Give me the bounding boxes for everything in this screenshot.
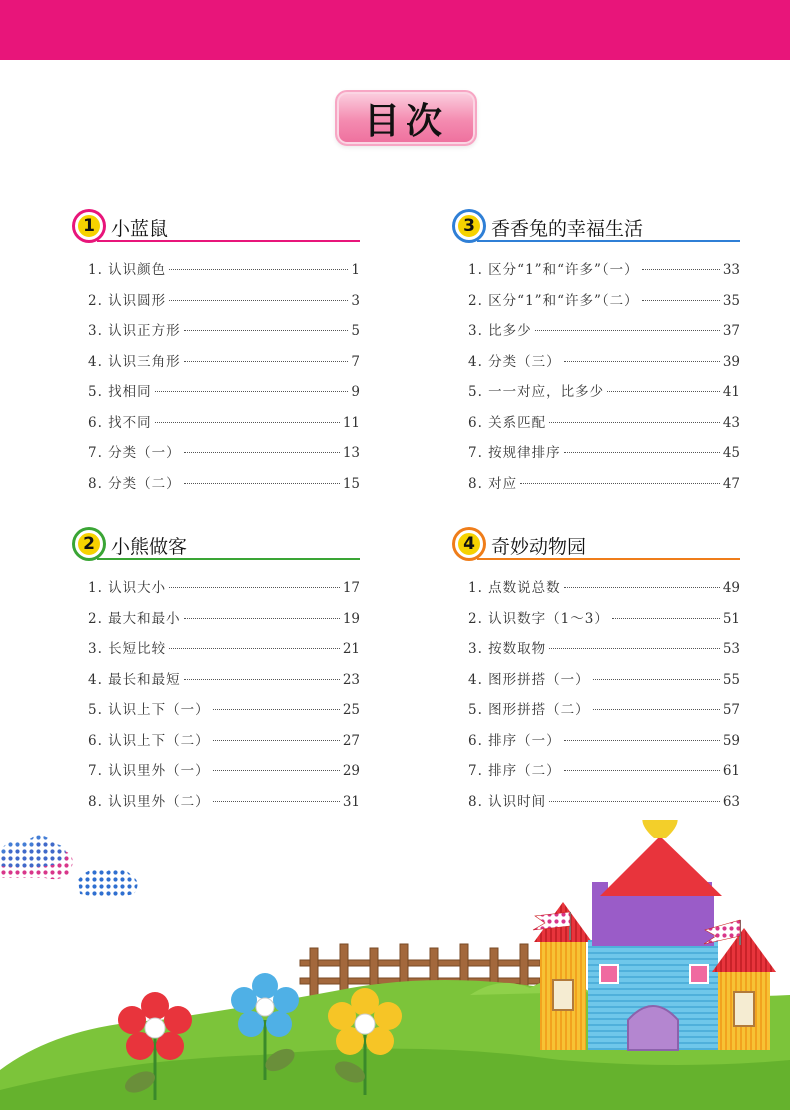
toc-entry-label: 1. 认识颜色 (88, 262, 167, 278)
toc-entry[interactable] (455, 441, 740, 472)
toc-entry-page: 41 (722, 384, 740, 400)
toc-entry-page: 13 (342, 445, 360, 461)
toc-entry[interactable] (455, 380, 740, 411)
toc-entry-label: 6. 排序（一） (468, 732, 561, 749)
dot-leader (169, 300, 348, 301)
toc-entry-label: 2. 区分“1”和“许多”（二） (468, 292, 639, 309)
toc-entry-page: 23 (342, 671, 360, 688)
toc-entry-page: 49 (722, 580, 740, 596)
top-color-band (0, 0, 790, 60)
toc-entry[interactable] (455, 637, 740, 668)
toc-entry[interactable] (455, 289, 740, 320)
toc-entry-page: 17 (342, 580, 360, 596)
toc-entry-label: 4. 认识三角形 (88, 353, 181, 370)
toc-entry-label: 7. 分类（一） (88, 445, 181, 461)
dot-leader (564, 587, 720, 588)
toc-entry[interactable] (75, 411, 360, 442)
toc-entry[interactable] (75, 698, 360, 729)
dot-leader (184, 452, 340, 453)
toc-entry[interactable] (75, 289, 360, 320)
toc-entry-label: 5. 一一对应，比多少 (468, 384, 605, 400)
toc-entry[interactable] (75, 472, 360, 503)
toc-entry[interactable] (75, 350, 360, 381)
dot-leader (612, 618, 720, 619)
toc-entry[interactable] (455, 759, 740, 790)
toc-entry-label: 5. 找相同 (88, 384, 152, 400)
toc-entry-page: 25 (342, 702, 360, 718)
section-title: 香香兔的幸福生活 (491, 218, 644, 240)
dot-leader (642, 300, 720, 301)
dot-leader (213, 770, 340, 771)
dot-leader (564, 452, 720, 453)
toc-entry-page: 45 (722, 445, 740, 461)
dot-leader (184, 330, 349, 331)
toc-entry-page: 21 (342, 641, 360, 657)
toc-entry-page: 39 (722, 353, 740, 370)
toc-entry-page: 15 (342, 475, 360, 492)
dot-leader (607, 391, 720, 392)
toc-entry[interactable] (455, 411, 740, 442)
toc-entry-page: 35 (722, 292, 740, 309)
toc-entry-label: 8. 认识里外（二） (88, 793, 210, 810)
dot-leader (549, 648, 720, 649)
dot-leader (155, 391, 349, 392)
dot-leader (184, 618, 340, 619)
toc-entry[interactable] (455, 790, 740, 821)
section-3 (455, 210, 740, 502)
toc-entry[interactable] (455, 319, 740, 350)
toc-entry[interactable] (455, 729, 740, 760)
dotted-cloud-icon (0, 835, 66, 867)
toc-entry-label: 8. 认识时间 (468, 793, 547, 810)
dot-leader (213, 740, 340, 741)
dot-leader (593, 679, 720, 680)
toc-entry-page: 53 (722, 641, 740, 657)
section-4 (455, 528, 740, 820)
toc-entry-label: 2. 认识圆形 (88, 292, 167, 309)
section-title: 奇妙动物园 (491, 536, 587, 558)
toc-list (455, 576, 740, 820)
toc-entry[interactable] (455, 472, 740, 503)
toc-entry-label: 1. 区分“1”和“许多”（一） (468, 262, 639, 278)
dot-leader (549, 801, 720, 802)
dot-leader (642, 269, 720, 270)
dot-leader (169, 269, 348, 270)
dot-leader (564, 770, 720, 771)
toc-entry[interactable] (75, 258, 360, 289)
toc-entry[interactable] (75, 441, 360, 472)
section-number-badge: 4 (455, 530, 483, 558)
toc-entry[interactable] (455, 350, 740, 381)
toc-entry-page: 63 (722, 793, 740, 810)
section-title: 小熊做客 (111, 536, 188, 558)
toc-entry-label: 6. 找不同 (88, 414, 152, 431)
toc-entry-page: 7 (351, 353, 360, 370)
section-number-badge: 1 (75, 212, 103, 240)
castle-icon (533, 820, 776, 1050)
toc-entry-page: 9 (351, 384, 360, 400)
toc-entry[interactable] (75, 759, 360, 790)
toc-entry[interactable] (75, 319, 360, 350)
toc-entry-label: 2. 最大和最小 (88, 610, 181, 627)
dot-leader (155, 422, 340, 423)
section-title: 小蓝鼠 (111, 218, 169, 240)
dot-leader (549, 422, 720, 423)
section-header (455, 210, 740, 244)
dot-leader (213, 801, 340, 802)
toc-entry-label: 7. 排序（二） (468, 763, 561, 779)
toc-entry-label: 4. 分类（三） (468, 353, 561, 370)
dot-leader (520, 483, 720, 484)
toc-entry-page: 19 (342, 610, 360, 627)
dotted-cloud-icon (78, 868, 138, 897)
toc-list (75, 576, 360, 820)
toc-entry-page: 1 (351, 262, 360, 278)
dot-leader (564, 740, 720, 741)
toc-entry-page: 11 (342, 414, 360, 431)
toc-list (455, 258, 740, 502)
toc-entry-label: 6. 认识上下（二） (88, 732, 210, 749)
toc-entry[interactable] (75, 576, 360, 607)
toc-entry[interactable] (455, 698, 740, 729)
toc-entry[interactable] (75, 790, 360, 821)
section-header (75, 528, 360, 562)
section-number-badge: 3 (455, 212, 483, 240)
dot-leader (184, 361, 349, 362)
garden-castle-illustration (0, 820, 790, 1110)
toc-entry-page: 37 (722, 323, 740, 339)
toc-entry-label: 3. 按数取物 (468, 641, 547, 657)
toc-entry-label: 5. 认识上下（一） (88, 702, 210, 718)
toc-entry-label: 4. 最长和最短 (88, 671, 181, 688)
toc-entry[interactable] (455, 607, 740, 638)
toc-entry-page: 47 (722, 475, 740, 492)
section-header (75, 210, 360, 244)
toc-entry-page: 55 (722, 671, 740, 688)
toc-entry-page: 5 (351, 323, 360, 339)
toc-entry-label: 1. 认识大小 (88, 580, 167, 596)
toc-entry-label: 5. 图形拼搭（二） (468, 702, 590, 718)
toc-entry[interactable] (75, 607, 360, 638)
toc-entry-label: 6. 关系匹配 (468, 414, 547, 431)
page-title-badge (335, 90, 477, 146)
toc-entry[interactable] (455, 668, 740, 699)
toc-entry-label: 8. 对应 (468, 475, 518, 492)
dot-leader (213, 709, 340, 710)
toc-list (75, 258, 360, 502)
toc-entry-page: 27 (342, 732, 360, 749)
toc-entry[interactable] (455, 576, 740, 607)
toc-entry-page: 33 (722, 262, 740, 278)
dot-leader (169, 587, 340, 588)
toc-entry-label: 7. 按规律排序 (468, 445, 561, 461)
toc-entry-page: 29 (342, 763, 360, 779)
section-1 (75, 210, 360, 502)
toc-entry-label: 7. 认识里外（一） (88, 763, 210, 779)
toc-entry-label: 1. 点数说总数 (468, 580, 561, 596)
section-header (455, 528, 740, 562)
toc-entry-label: 4. 图形拼搭（一） (468, 671, 590, 688)
toc-entry-page: 59 (722, 732, 740, 749)
heart-icon (642, 820, 677, 838)
toc-entry[interactable] (455, 258, 740, 289)
toc-entry-page: 51 (722, 610, 740, 627)
toc-entry-label: 3. 比多少 (468, 323, 532, 339)
page-title: 目次 (363, 100, 448, 142)
dot-leader (593, 709, 720, 710)
toc-entry-page: 31 (342, 793, 360, 810)
dot-leader (184, 679, 340, 680)
toc-entry[interactable] (75, 380, 360, 411)
toc-entry-label: 2. 认识数字（1～3） (468, 610, 609, 627)
section-2 (75, 528, 360, 820)
toc-entry-label: 3. 长短比较 (88, 641, 167, 657)
toc-entry-page: 61 (722, 763, 740, 779)
dot-leader (184, 483, 340, 484)
toc-entry[interactable] (75, 729, 360, 760)
toc-entry[interactable] (75, 668, 360, 699)
toc-entry-page: 43 (722, 414, 740, 431)
toc-entry-label: 8. 分类（二） (88, 475, 181, 492)
toc-entry-page: 3 (351, 292, 360, 309)
toc-entry[interactable] (75, 637, 360, 668)
toc-entry-page: 57 (722, 702, 740, 718)
dot-leader (169, 648, 340, 649)
toc-entry-label: 3. 认识正方形 (88, 323, 181, 339)
dot-leader (535, 330, 720, 331)
dot-leader (564, 361, 720, 362)
section-number-badge: 2 (75, 530, 103, 558)
